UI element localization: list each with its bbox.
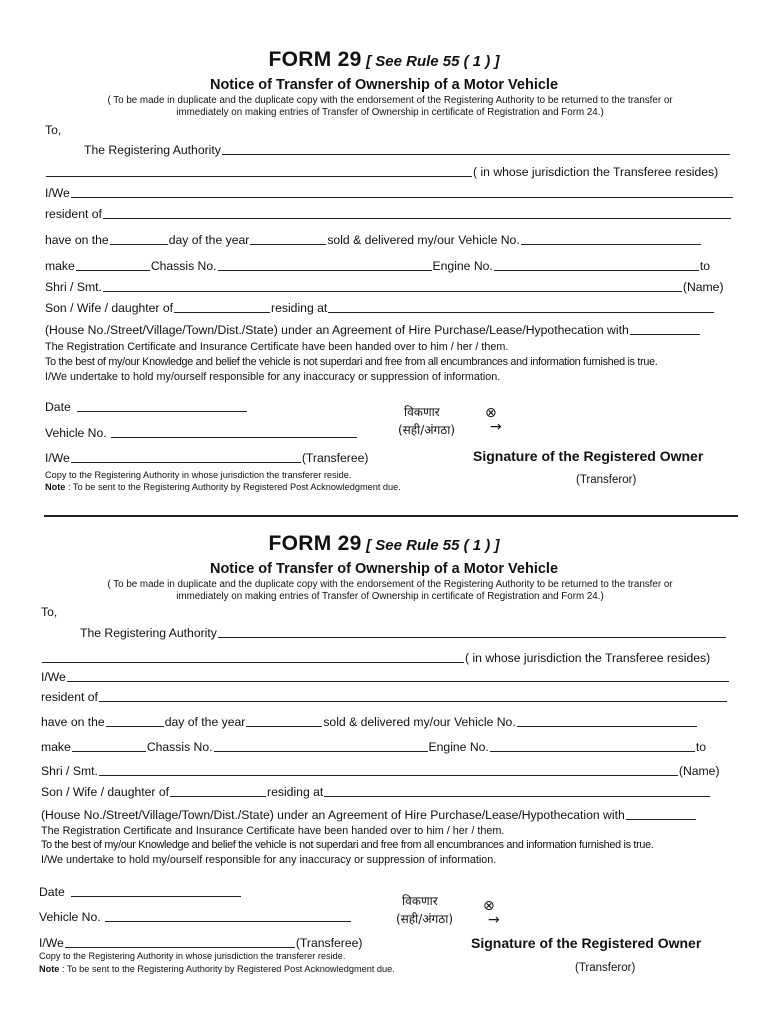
transferor-name-field[interactable] (71, 196, 733, 198)
transferee-name-field[interactable] (99, 774, 678, 776)
hindi-seller-label: विकणार (402, 894, 438, 908)
residing-at-field[interactable] (328, 311, 714, 313)
parent-name-field[interactable] (170, 795, 266, 797)
transferee-sign-row: I/We (Transferee) (45, 451, 369, 465)
chassis-number-field[interactable] (218, 269, 432, 271)
hindi-sign-label: (सही/अंगठा) (398, 423, 456, 437)
transferee-sign-field[interactable] (65, 946, 295, 948)
resident-row: resident of (45, 207, 732, 221)
rule-reference: [ See Rule 55 ( 1 ) ] (366, 537, 500, 554)
hindi-sign-label: (सही/अंगठा) (396, 912, 454, 926)
date-field[interactable] (77, 410, 247, 412)
resident-of-field[interactable] (99, 700, 727, 702)
cross-circle-icon: ⊗ (483, 898, 495, 914)
date-of-sale-row: have on the day of the year sold & delivered my/our Vehicle No. (45, 233, 702, 247)
form-divider (44, 515, 738, 517)
parent-row: Son / Wife / daughter of residing at (45, 301, 715, 315)
vehicle-no-row: Vehicle No. (45, 426, 358, 440)
registering-authority-field[interactable] (222, 153, 730, 155)
year-field[interactable] (246, 725, 322, 727)
instruction-line-1: ( To be made in duplicate and the duplicate copy with the endorsement of the Registering Authority to be returned to the transfer or (107, 579, 673, 590)
vehicle-no-field[interactable] (105, 920, 351, 922)
post-note: Note : To be sent to the Registering Authority by Registered Post Acknowledgment due. (45, 482, 401, 492)
make-row: make Chassis No. Engine No. to (41, 740, 706, 754)
resident-row: resident of (41, 690, 728, 704)
transferee-sign-field[interactable] (71, 461, 301, 463)
resident-of-field[interactable] (103, 217, 731, 219)
date-row: Date (39, 885, 242, 899)
financier-field[interactable] (630, 333, 700, 335)
instruction-line-2: immediately on making entries of Transfer of Ownership in certificate of Registration and Form 24.) (176, 591, 604, 602)
engine-number-field[interactable] (490, 750, 695, 752)
statement-undertake: I/We undertake to hold my/ourself responsible for any inaccuracy or suppression of information. (45, 371, 501, 383)
hindi-seller-label: विकणार (404, 405, 440, 419)
registering-authority-row: The Registering Authority (84, 143, 731, 157)
form-title (0, 48, 768, 72)
authority-location-field[interactable] (46, 175, 472, 177)
chassis-number-field[interactable] (214, 750, 428, 752)
jurisdiction-row: ( in whose jurisdiction the Transferee resides) (41, 651, 710, 665)
vehicle-no-field[interactable] (111, 436, 357, 438)
cross-circle-icon: ⊗ (485, 405, 497, 421)
date-of-sale-row: have on the day of the year sold & delivered my/our Vehicle No. (41, 715, 698, 729)
transferor-label: (Transferor) (575, 962, 636, 974)
make-field[interactable] (72, 750, 146, 752)
vehicle-no-row: Vehicle No. (39, 910, 352, 924)
post-note: Note : To be sent to the Registering Authority by Registered Post Acknowledgment due. (39, 964, 395, 974)
rule-reference: [ See Rule 55 ( 1 ) ] (366, 53, 500, 70)
make-row: make Chassis No. Engine No. to (45, 259, 710, 273)
statement-undertake: I/We undertake to hold my/ourself responsible for any inaccuracy or suppression of information. (41, 854, 497, 866)
engine-number-field[interactable] (494, 269, 699, 271)
day-field[interactable] (110, 243, 168, 245)
statement-certificates: The Registration Certificate and Insurance Certificate have been handed over to him / her / them. (41, 825, 505, 837)
copy-to-note: Copy to the Registering Authority in whose jurisdiction the transferer reside. (45, 470, 352, 480)
statement-knowledge: To the best of my/our Knowledge and belief the vehicle is not superdari and free from all encumbrances and information furnished is true. (41, 839, 654, 851)
registering-authority-field[interactable] (218, 636, 726, 638)
shri-row: Shri / Smt. (Name) (45, 280, 724, 294)
transferee-name-field[interactable] (103, 290, 682, 292)
to-label: To, (45, 123, 62, 137)
make-field[interactable] (76, 269, 150, 271)
signature-label: Signature of the Registered Owner (473, 448, 704, 464)
parent-row: Son / Wife / daughter of residing at (41, 785, 711, 799)
signature-label: Signature of the Registered Owner (471, 935, 702, 951)
date-row: Date (45, 400, 248, 414)
registering-authority-row: The Registering Authority (80, 626, 727, 640)
agreement-row: (House No./Street/Village/Town/Dist./State) under an Agreement of Hire Purchase/Lease/Hypothecation with (41, 808, 697, 822)
transferee-sign-row: I/We (Transferee) (39, 936, 363, 950)
to-label: To, (41, 605, 58, 619)
jurisdiction-row: ( in whose jurisdiction the Transferee resides) (45, 165, 718, 179)
shri-row: Shri / Smt. (Name) (41, 764, 720, 778)
agreement-row: (House No./Street/Village/Town/Dist./State) under an Agreement of Hire Purchase/Lease/Hypothecation with (45, 323, 701, 337)
form-number: FORM 29 (268, 48, 362, 71)
financier-field[interactable] (626, 818, 696, 820)
transferor-label: (Transferor) (576, 474, 637, 486)
form-subtitle: Notice of Transfer of Ownership of a Motor Vehicle (209, 77, 559, 93)
authority-location-field[interactable] (42, 661, 464, 663)
transferor-name-field[interactable] (67, 680, 729, 682)
form-number: FORM 29 (268, 532, 362, 555)
vehicle-number-field[interactable] (521, 243, 701, 245)
parent-name-field[interactable] (174, 311, 270, 313)
form-subtitle: Notice of Transfer of Ownership of a Motor Vehicle (209, 561, 559, 577)
year-field[interactable] (250, 243, 326, 245)
instruction-line-2: immediately on making entries of Transfer of Ownership in certificate of Registration and Form 24.) (176, 107, 604, 118)
arrow-right-icon: → (490, 419, 502, 435)
vehicle-number-field[interactable] (517, 725, 697, 727)
statement-certificates: The Registration Certificate and Insurance Certificate have been handed over to him / her / them. (45, 341, 509, 353)
i-we-row: I/We (45, 186, 734, 200)
arrow-right-icon: → (488, 912, 500, 928)
date-field[interactable] (71, 895, 241, 897)
statement-knowledge: To the best of my/our Knowledge and belief the vehicle is not superdari and free from all encumbrances and information furnished is true. (45, 356, 658, 368)
i-we-row: I/We (41, 670, 730, 684)
form-title (0, 532, 768, 556)
instruction-line-1: ( To be made in duplicate and the duplicate copy with the endorsement of the Registering Authority to be returned to the transfer or (107, 95, 673, 106)
day-field[interactable] (106, 725, 164, 727)
copy-to-note: Copy to the Registering Authority in whose jurisdiction the transferer reside. (39, 951, 346, 961)
residing-at-field[interactable] (324, 795, 710, 797)
